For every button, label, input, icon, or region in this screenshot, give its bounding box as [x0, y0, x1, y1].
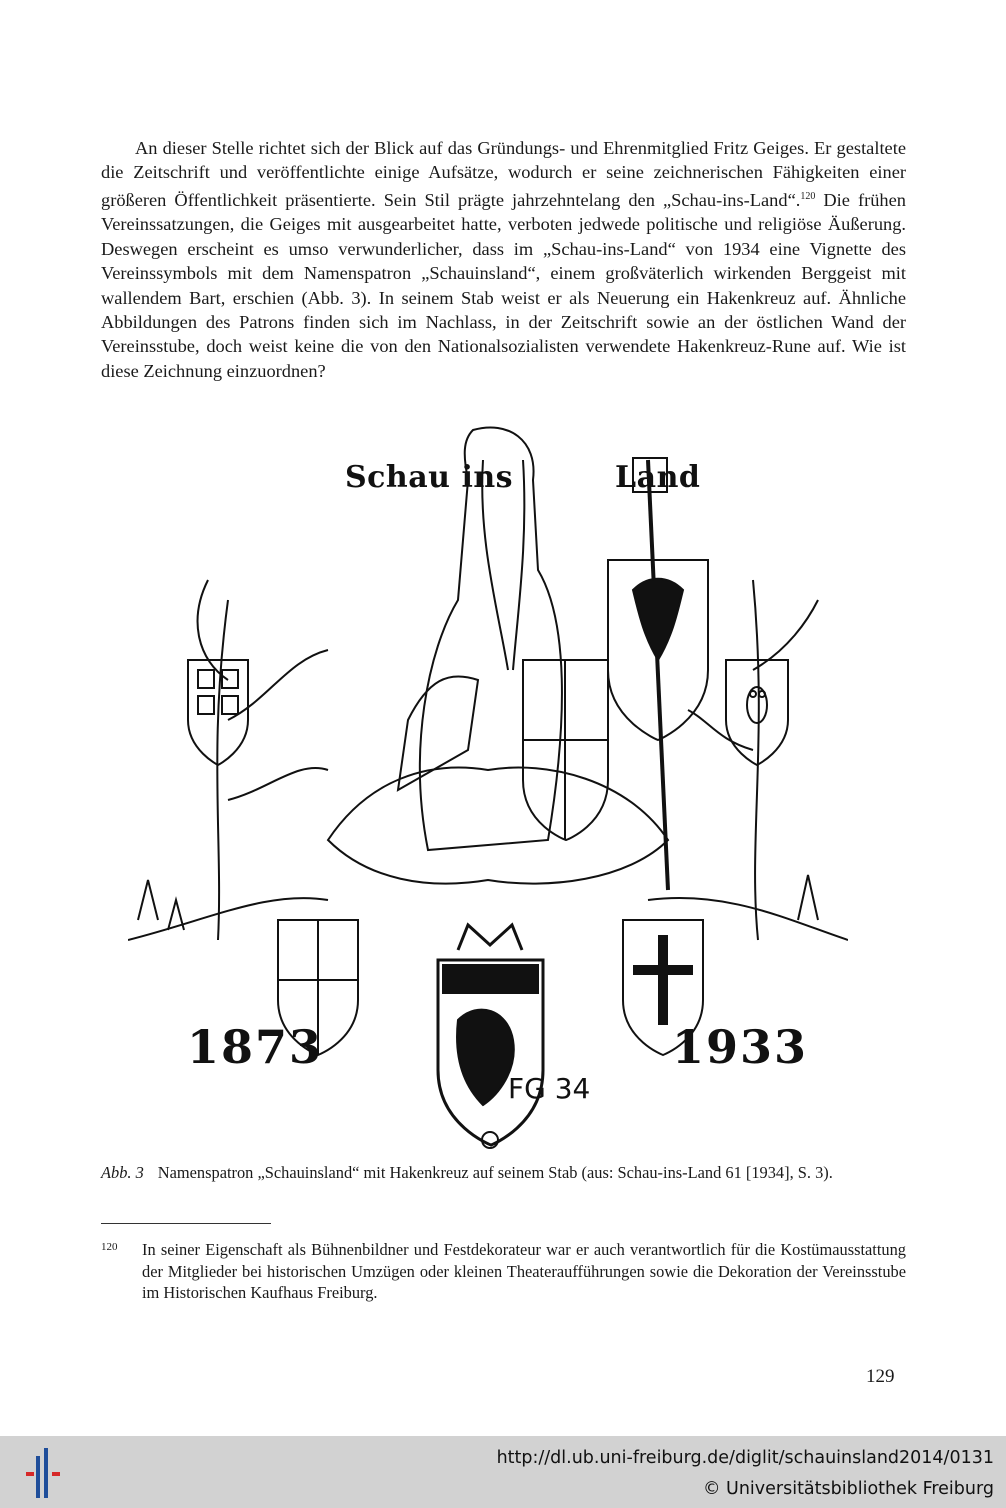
footer-copyright: © Universitätsbibliothek Freiburg [702, 1479, 994, 1499]
year-left: 1873 [187, 1020, 324, 1074]
footer-url-link[interactable]: http://dl.ub.uni-freiburg.de/diglit/schauinsland2014/0131 [496, 1448, 994, 1468]
footer-bar [0, 1436, 1006, 1508]
footnote-120 [101, 1239, 906, 1304]
masthead-title [345, 460, 700, 495]
artist-monogram: FG 34 [508, 1072, 591, 1105]
footnote-divider [101, 1223, 271, 1224]
library-logo-icon [22, 1446, 66, 1498]
body-paragraph-text: An dieser Stelle richtet sich der Blick auf das Gründungs- und Ehrenmitglied Fritz Geiges. Er gestaltete die Zeitschrift und veröffentlichte einige Aufsätze, wodurch er seine zeichnerischen Fähigkeiten einer größeren Öffentlichkeit präsentierte. Sein Stil prägte jahrzehntelang den „Schau-ins-Land“. [101, 138, 906, 210]
body-paragraph-continued: Die frühen Vereinssatzungen, die Geiges mit ausgearbeitet hatte, verboten jedwede politische und religiöse Äußerung. Deswegen erscheint es umso verwunderlicher, dass im „Schau-ins-Land“ von 1934 eine Vignette des Vereinssymbols mit dem Namenspatron „Schauinsland“, einem großväterlich wirkenden Berggeist mit wallendem Bart, erschien (Abb. 3). In seinem Stab weist er als Neuerung ein Hakenkreuz auf. Ähnliche Abbildungen des Patrons finden sich im Nachlass, in der Zeitschrift sowie an der östlichen Wand der Vereinsstube, doch weist keine die von den Nationalsozialisten verwendete Hakenkreuz-Rune auf. Wie ist diese Zeichnung einzuordnen? [101, 189, 906, 381]
caption-text: Namenspatron „Schauinsland“ mit Hakenkreuz auf seinem Stab (aus: Schau-ins-Land 61 [1934], S. 3). [157, 1163, 833, 1182]
page-number: 129 [866, 1366, 895, 1387]
year-right: 1933 [672, 1020, 809, 1074]
masthead-right: Land [615, 460, 701, 495]
footnote-reference[interactable]: 120 [800, 190, 816, 202]
masthead-left: Schau ins [345, 460, 514, 495]
footnote-text: In seiner Eigenschaft als Bühnenbildner und Festdekorateur war er auch verantwortlich für die Kostümausstattung der Mitglieder bei historischen Umzügen oder kleinen Theateraufführungen sowie die Dekoration der Vereinsstube im Historischen Kaufhaus Freiburg. [142, 1240, 906, 1302]
footnote-number: 120 [101, 1241, 118, 1253]
figure-caption [101, 1162, 921, 1184]
body-paragraph [101, 136, 906, 383]
right-owl-shield [726, 660, 788, 765]
caption-label: Abb. 3 [101, 1163, 144, 1182]
